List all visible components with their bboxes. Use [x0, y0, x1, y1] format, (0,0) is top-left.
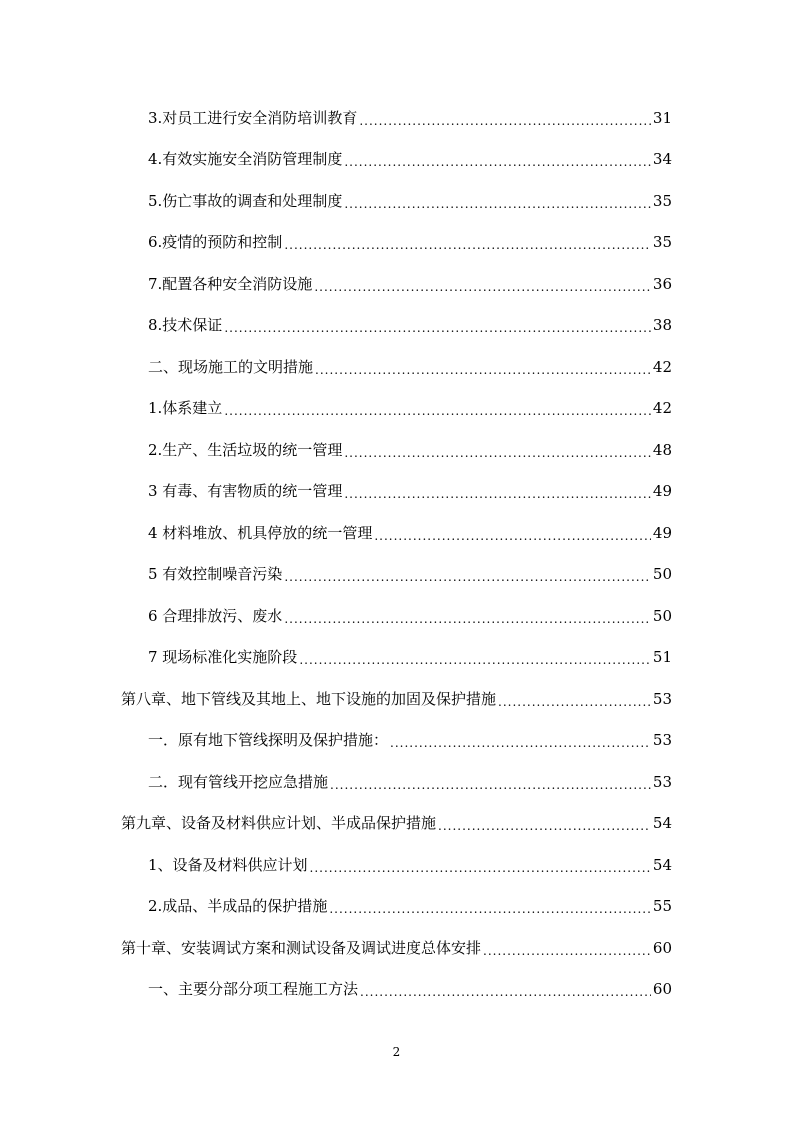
toc-dot-leader — [498, 692, 651, 712]
page-number: 2 — [392, 1045, 401, 1059]
toc-dot-leader — [344, 194, 651, 214]
toc-entry-title: 7 现场标准化实施阶段 — [148, 648, 298, 667]
toc-dot-leader — [359, 111, 651, 131]
toc-dot-leader — [224, 401, 651, 421]
toc-entry-page: 49 — [652, 482, 672, 501]
table-of-contents — [0, 97, 793, 1010]
toc-entry-page: 50 — [652, 565, 672, 584]
toc-chapter-entry[interactable] — [0, 803, 672, 845]
toc-section-entry[interactable] — [0, 388, 672, 430]
toc-entry-title: 4 材料堆放、机具停放的统一管理 — [148, 523, 373, 542]
toc-entry-title: 2.生产、生活垃圾的统一管理 — [148, 440, 343, 459]
toc-section-entry[interactable] — [0, 554, 672, 596]
toc-dot-leader — [344, 152, 651, 172]
toc-section-entry[interactable] — [0, 263, 672, 305]
toc-entry-title: 4.有效实施安全消防管理制度 — [148, 150, 343, 169]
toc-entry-page: 54 — [652, 855, 672, 874]
toc-dot-leader — [360, 982, 651, 1002]
toc-section-entry[interactable] — [0, 637, 672, 679]
toc-entry-title: 二、现场施工的文明措施 — [148, 357, 314, 376]
toc-entry-title: 第九章、设备及材料供应计划、半成品保护措施 — [121, 814, 437, 833]
toc-entry-title: 8.技术保证 — [148, 316, 223, 335]
toc-entry-title: 7.配置各种安全消防设施 — [148, 274, 313, 293]
toc-section-entry[interactable] — [0, 471, 672, 513]
toc-entry-page: 38 — [652, 316, 672, 335]
toc-entry-title: 第十章、安装调试方案和测试设备及调试进度总体安排 — [121, 938, 482, 957]
toc-section-entry[interactable] — [0, 886, 672, 928]
toc-entry-title: 5.伤亡事故的调查和处理制度 — [148, 191, 343, 210]
toc-entry-page: 49 — [652, 523, 672, 542]
toc-entry-title: 6 合理排放污、废水 — [148, 606, 283, 625]
toc-entry-title: 二．现有管线开挖应急措施 — [148, 772, 329, 791]
toc-entry-page: 35 — [652, 233, 672, 252]
toc-section-entry[interactable] — [0, 97, 672, 139]
toc-entry-title: 1、设备及材料供应计划 — [148, 855, 308, 874]
toc-dot-leader — [315, 360, 651, 380]
toc-dot-leader — [284, 235, 651, 255]
toc-section-entry[interactable] — [0, 305, 672, 347]
toc-section-entry[interactable] — [0, 720, 672, 762]
toc-chapter-entry[interactable] — [0, 927, 672, 969]
toc-section-entry[interactable] — [0, 222, 672, 264]
toc-entry-title: 3 有毒、有害物质的统一管理 — [148, 482, 343, 501]
toc-dot-leader — [284, 567, 651, 587]
toc-section-entry[interactable] — [0, 512, 672, 554]
toc-dot-leader — [310, 858, 651, 878]
toc-dot-leader — [284, 609, 651, 629]
toc-section-entry[interactable] — [0, 429, 672, 471]
toc-entry-title: 第八章、地下管线及其地上、地下设施的加固及保护措施 — [121, 689, 497, 708]
toc-section-entry[interactable] — [0, 180, 672, 222]
toc-section-entry[interactable] — [0, 346, 672, 388]
toc-entry-title: 6.疫情的预防和控制 — [148, 233, 283, 252]
toc-entry-page: 55 — [652, 897, 672, 916]
toc-section-entry[interactable] — [0, 139, 672, 181]
toc-entry-page: 53 — [652, 731, 672, 750]
toc-entry-page: 60 — [652, 938, 672, 957]
toc-dot-leader — [329, 899, 651, 919]
toc-dot-leader — [299, 650, 651, 670]
toc-dot-leader — [224, 318, 651, 338]
toc-dot-leader — [374, 526, 651, 546]
toc-dot-leader — [330, 775, 651, 795]
toc-entry-title: 3.对员工进行安全消防培训教育 — [148, 108, 358, 127]
toc-entry-page: 53 — [652, 689, 672, 708]
toc-entry-page: 60 — [652, 980, 672, 999]
toc-dot-leader — [314, 277, 651, 297]
toc-entry-page: 35 — [652, 191, 672, 210]
toc-entry-page: 53 — [652, 772, 672, 791]
toc-dot-leader — [344, 443, 651, 463]
toc-dot-leader — [390, 733, 651, 753]
toc-entry-page: 31 — [652, 108, 672, 127]
toc-entry-title: 一．原有地下管线探明及保护措施： — [148, 731, 389, 750]
toc-dot-leader — [483, 941, 651, 961]
toc-entry-title: 1.体系建立 — [148, 399, 223, 418]
toc-entry-page: 48 — [652, 440, 672, 459]
toc-dot-leader — [438, 816, 651, 836]
toc-dot-leader — [344, 484, 651, 504]
toc-entry-page: 54 — [652, 814, 672, 833]
toc-entry-page: 42 — [652, 399, 672, 418]
toc-chapter-entry[interactable] — [0, 678, 672, 720]
toc-section-entry[interactable] — [0, 761, 672, 803]
toc-entry-page: 36 — [652, 274, 672, 293]
toc-entry-page: 51 — [652, 648, 672, 667]
toc-entry-title: 2.成品、半成品的保护措施 — [148, 897, 328, 916]
toc-entry-page: 50 — [652, 606, 672, 625]
toc-entry-title: 5 有效控制噪音污染 — [148, 565, 283, 584]
toc-entry-page: 42 — [652, 357, 672, 376]
toc-section-entry[interactable] — [0, 844, 672, 886]
toc-section-entry[interactable] — [0, 595, 672, 637]
toc-entry-page: 34 — [652, 150, 672, 169]
toc-entry-title: 一、主要分部分项工程施工方法 — [148, 980, 359, 999]
toc-section-entry[interactable] — [0, 969, 672, 1011]
